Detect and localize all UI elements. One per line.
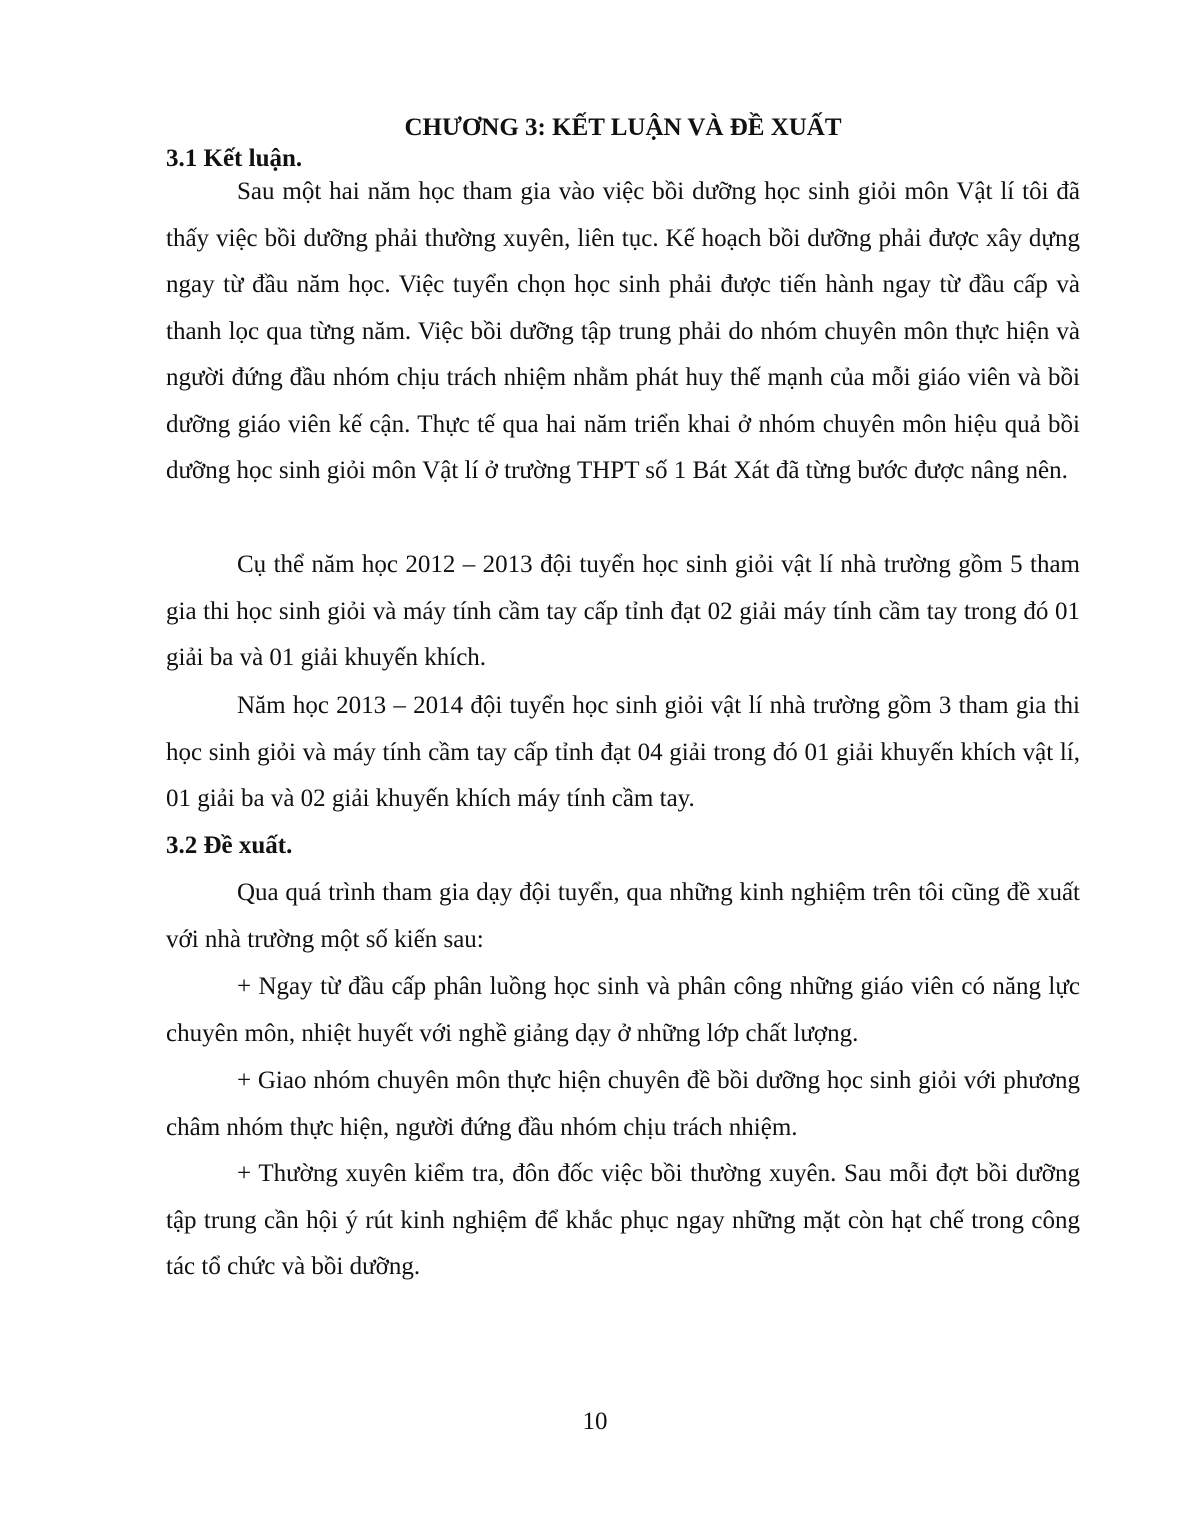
chapter-title: CHƯƠNG 3: KẾT LUẬN VÀ ĐỀ XUẤT [404, 114, 842, 141]
conclusion-paragraph-2: Cụ thể năm học 2012 – 2013 đội tuyển học sinh giỏi vật lí nhà trường gồm 5 tham gia thi học sinh giỏi và máy tính cầm tay cấp tỉnh đạt 02 giải máy tính cầm tay trong đó 01 giải ba và 01 giải khuyến khích. [166, 551, 1080, 671]
conclusion-paragraph-3: Năm học 2013 – 2014 đội tuyển học sinh giỏi vật lí nhà trường gồm 3 tham gia thi học sinh giỏi và máy tính cầm tay cấp tỉnh đạt 04 giải trong đó 01 giải khuyến khích vật lí, 01 giải ba và 02 giải khuyến khích máy tính cầm tay. [166, 692, 1080, 812]
proposal-item-3: + Thường xuyên kiểm tra, đôn đốc việc bồi thường xuyên. Sau mỗi đợt bồi dưỡng tập trung cần hội ý rút kinh nghiệm để khắc phục ngay những mặt còn hạt chế trong công tác tổ chức và bồi dưỡng. [166, 1160, 1080, 1280]
section-heading-conclusion: 3.1 Kết luận. [166, 145, 303, 172]
page-number: 10 [582, 1408, 608, 1435]
proposal-item-2: + Giao nhóm chuyên môn thực hiện chuyên đề bồi dưỡng học sinh giỏi với phương châm nhóm thực hiện, người đứng đầu nhóm chịu trách nhiệm. [166, 1067, 1080, 1141]
conclusion-paragraph-1: Sau một hai năm học tham gia vào việc bồi dưỡng học sinh giỏi môn Vật lí tôi đã thấy việc bồi dưỡng phải thường xuyên, liên tục. Kế hoạch bồi dưỡng phải được xây dựng ngay từ đầu năm học. Việc tuyển chọn học sinh phải được tiến hành ngay từ đầu cấp và thanh lọc qua từng năm. Việc bồi dưỡng tập trung phải do nhóm chuyên môn thực hiện và người đứng đầu nhóm chịu trách nhiệm nhằm phát huy thế mạnh của mỗi giáo viên và bồi dưỡng giáo viên kế cận. Thực tế qua hai năm triển khai ở nhóm chuyên môn hiệu quả bồi dưỡng học sinh giỏi môn Vật lí ở trường THPT số 1 Bát Xát đã từng bước được nâng nên. [166, 178, 1080, 484]
proposal-item-1: + Ngay từ đầu cấp phân luồng học sinh và phân công những giáo viên có năng lực chuyên môn, nhiệt huyết với nghề giảng dạy ở những lớp chất lượng. [166, 973, 1080, 1047]
proposal-intro-paragraph: Qua quá trình tham gia dạy đội tuyển, qua những kinh nghiệm trên tôi cũng đề xuất với nhà trường một số kiến sau: [166, 879, 1080, 953]
section-heading-proposal: 3.2 Đề xuất. [166, 832, 293, 859]
